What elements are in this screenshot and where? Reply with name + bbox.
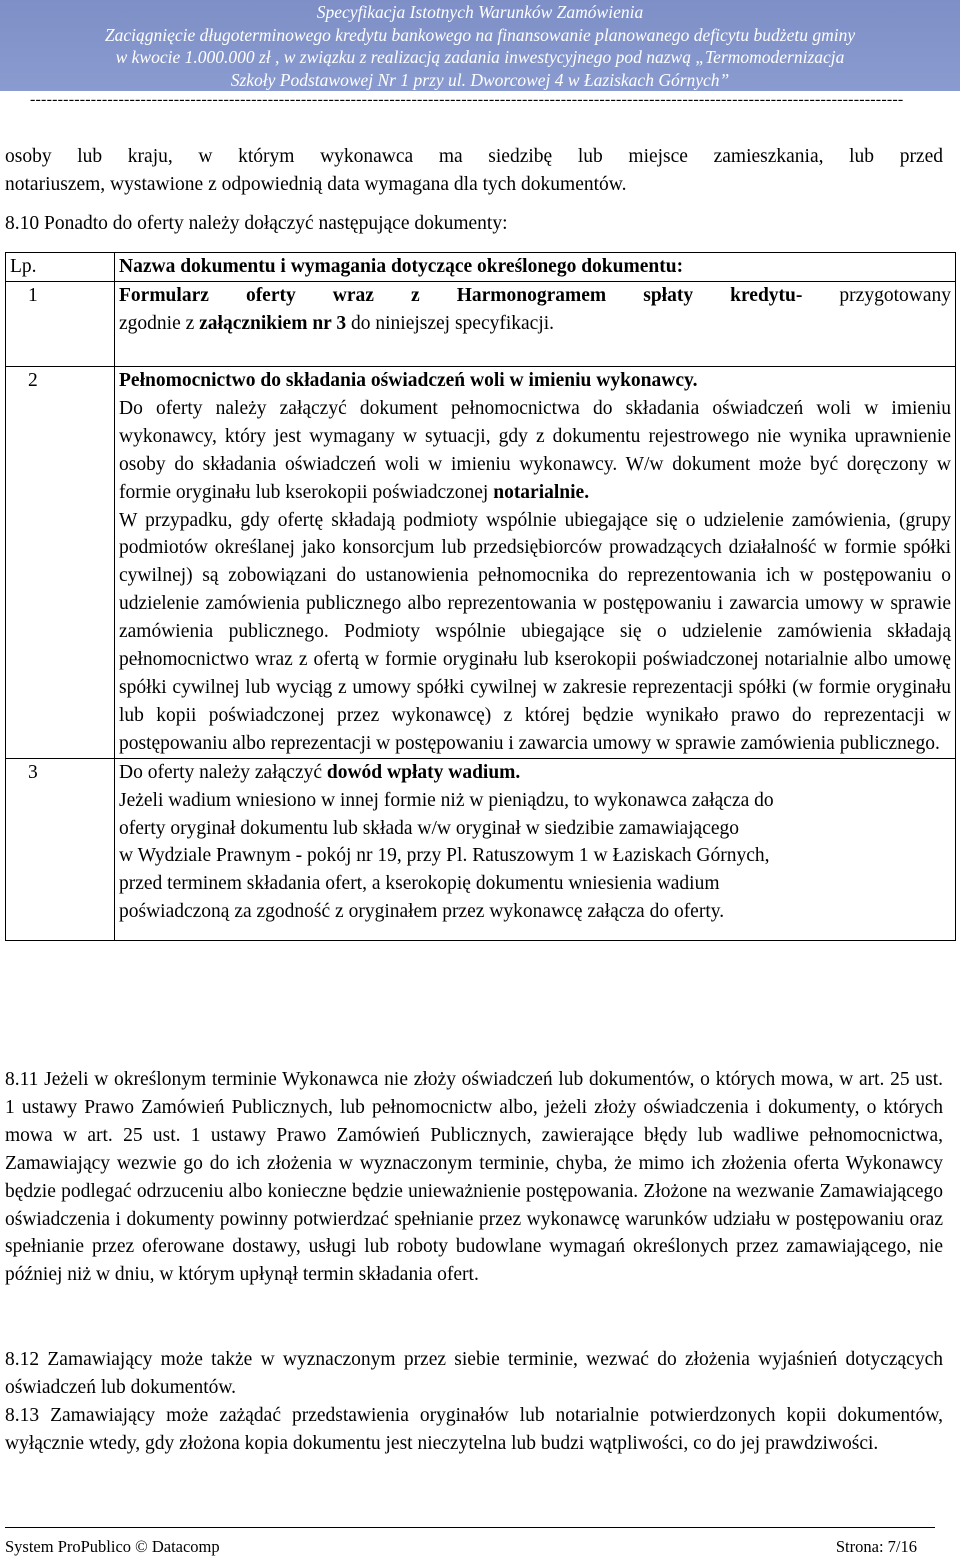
row-2-paragraph-1 — [119, 395, 951, 507]
row-1-line-2 — [119, 310, 951, 338]
row-3-line-6: poświadczoną za zgodność z oryginałem przez wykonawcę załącza do oferty. — [119, 901, 725, 923]
header-line-3: w kwocie 1.000.000 zł , w związku z realizacją zadania inwestycyjnego pod nazwą „Termomodernizacja — [115, 47, 845, 67]
row-1-title-rest: przygotowany — [802, 285, 951, 306]
section-8-10-heading: 8.10 Ponadto do oferty należy dołączyć następujące dokumenty: — [5, 212, 508, 234]
section-8-12: 8.12 Zamawiający może także w wyznaczonym przez siebie terminie, wezwać do złożenia wyjaśnień dotyczących oświadczeń lub dokumentów. — [5, 1349, 943, 1398]
row-3-line-5: przed terminem składania ofert, a kserokopię dokumentu wniesienia wadium — [119, 873, 720, 895]
footer-divider — [5, 1527, 935, 1528]
row-number: 2 — [6, 367, 115, 759]
row-2-para-1-text: Do oferty należy załączyć dokument pełnomocnictwa do składania oświadczeń woli w imieniu wykonawcy, który jest wymagany w sytuacji, gdy z dokumentu rejestrowego nie wynika uprawnienie osoby do składania oświadczeń woli w imieniu wykonawcy. W/w dokument może być doręczony w formie oryginału lub kserokopii poświadczonej — [119, 397, 951, 503]
table-row — [6, 367, 956, 759]
row-2-title: Pełnomocnictwo do składania oświadczeń woli w imieniu wykonawcy. — [119, 370, 698, 391]
intro-line-2: notariuszem, wystawione z odpowiednią data wymagana dla tych dokumentów. — [5, 173, 627, 195]
header-line-2: Zaciągnięcie długoterminowego kredytu bankowego na finansowanie planowanego deficytu budżetu gminy — [104, 24, 856, 45]
header-line-4: Szkoły Podstawowej Nr 1 przy ul. Dworcowej 4 w Łaziskach Górnych” — [230, 69, 730, 90]
section-8-11: 8.11 Jeżeli w określonym terminie Wykonawca nie złoży oświadczeń lub dokumentów, o których mowa, w art. 25 ust. 1 ustawy Prawo Zamówień Publicznych, lub pełnomocnictw albo, jeżeli złoży oświadczenia i dokumenty, o których mowa w art. 25 ust. 1 ustawy Prawo Zamówień Publicznych, zawierające błędy lub wadliwe pełnomocnictwa, Zamawiający wezwie go do ich złożenia w wyznaczonym terminie, chyba, że mimo ich złożenia oferta Wykonawcy będzie podlegać odrzuceniu albo konieczne będzie unieważnienie postępowania. Złożone na wezwanie Zamawiającego oświadczenia i dokumenty powinny potwierdzać spełnianie przez wykonawcę warunków udziału w postępowaniu oraz spełnianie przez oferowane dostawy, usługi lub roboty budowlane wymagań określonych przez zamawiającego, nie później niż w dniu, w którym upłynął termin składania ofert. — [5, 1069, 943, 1286]
table-header-name: Nazwa dokumentu i wymagania dotyczące określonego dokumentu: — [115, 253, 956, 282]
row-3-line-2: Jeżeli wadium wniesiono w innej formie niż w pieniądzu, to wykonawca załącza do — [119, 789, 774, 811]
row-3-line-4: w Wydziale Prawnym - pokój nr 19, przy Pl. Ratuszowym 1 w Łaziskach Górnych, — [119, 845, 770, 867]
table-row — [6, 758, 956, 940]
table-row — [6, 282, 956, 367]
intro-paragraph — [5, 143, 943, 238]
row-1-title: Formularz oferty wraz z Harmonogramem spłaty kredytu- — [119, 285, 803, 306]
header-separator: -------------------------------------------------------------------------------------------------------------------------------------------------------------- — [30, 92, 904, 108]
row-content — [115, 758, 956, 940]
header-title: Specyfikacja Istotnych Warunków Zamówienia — [316, 2, 644, 22]
row-3-line-3: oferty oryginał dokumentu lub składa w/w oryginał w siedzibie zamawiającego — [119, 817, 740, 839]
footer-page-number: Strona: 7/16 — [835, 1537, 917, 1556]
row-1-text-a: zgodnie z — [119, 312, 200, 334]
row-3-text-a: Do oferty należy załączyć — [119, 761, 327, 783]
row-number: 3 — [6, 758, 115, 940]
row-number: 1 — [6, 282, 115, 367]
table-header-lp: Lp. — [6, 253, 115, 282]
row-1-attachment: załącznikiem nr 3 — [199, 312, 347, 334]
row-3-line-1 — [119, 759, 951, 787]
row-content — [115, 367, 956, 759]
table-header-row — [6, 253, 956, 282]
row-3-bold: dowód wpłaty wadium. — [326, 761, 521, 783]
row-2-para-1-bold: notarialnie. — [493, 481, 590, 503]
page-header — [0, 0, 960, 91]
intro-line-1: osoby lub kraju, w którym wykonawca ma siedzibę lub miejsce zamieszkania, lub przed — [5, 146, 943, 167]
section-8-13: 8.13 Zamawiający może zażądać przedstawienia oryginałów lub notarialnie potwierdzonych kopii dokumentów, wyłącznie wtedy, gdy złożona kopia dokumentu jest nieczytelna lub budzi wątpliwości, co do jej prawdziwości. — [5, 1405, 943, 1454]
footer-system: System ProPublico © Datacomp — [5, 1537, 220, 1556]
row-content — [115, 282, 956, 367]
row-1-line-1 — [119, 282, 951, 310]
documents-table — [5, 252, 956, 941]
row-1-text-b: do niniejszej specyfikacji. — [346, 312, 555, 334]
row-2-paragraph-2: W przypadku, gdy ofertę składają podmioty wspólnie ubiegające się o udzielenie zamówienia, (grupy podmiotów określanej jako konsorcjum lub przedsiębiorców prowadzących działalność w formie spółki cywilnej) są zobowiązani do ustanowienia pełnomocnika do reprezentowania ich w postępowaniu o udzielenie zamówienia publicznego albo reprezentowania w postępowaniu i zawarcia umowy w sprawie zamówienia publicznego. Podmioty wspólnie ubiegające się o udzielenie zamówienia składają pełnomocnictwo wraz z ofertą w formie oryginału lub kserokopii poświadczonej notarialnie albo umowę spółki cywilnej lub wyciąg z umowy spółki cywilnej w zakresie reprezentacji spółki (w formie oryginału lub kopii poświadczonej przez wykonawcę) z której będzie wynikało prawo do reprezentacji w postępowaniu albo reprezentacji w postępowaniu i zawarcia umowy w sprawie zamówienia publicznego. — [119, 509, 951, 754]
